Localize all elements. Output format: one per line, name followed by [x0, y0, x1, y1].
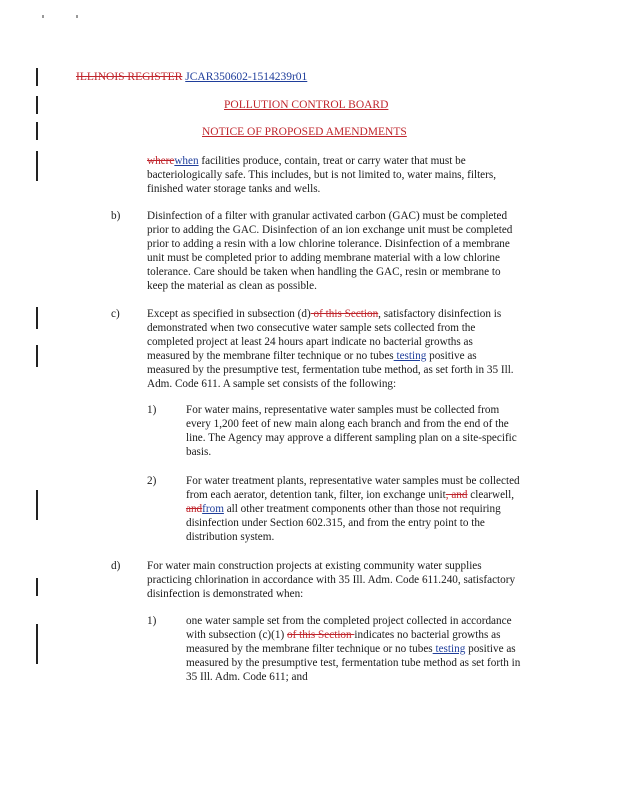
item-c2-text [186, 474, 520, 544]
c1-line: For water mains, representative water samples must be collected from [186, 404, 500, 416]
intro-line: bacteriologically safe. This includes, but is not limited to, water mains, filters, [147, 169, 497, 181]
d-line: practicing chlorination in accordance with 35 Ill. Adm. Code 611.240, satisfactory [147, 574, 516, 586]
c-line: measured by the presumptive test, fermentation tube method, as set forth in 35 Ill. [147, 364, 514, 376]
scan-mark [76, 15, 78, 18]
subsection-d-text [147, 559, 515, 601]
c2-text: clearwell, [467, 489, 515, 501]
intro-inserted: when [174, 155, 199, 167]
item-c1-label: 1) [147, 404, 157, 416]
register-code: JCAR350602-1514239r01 [185, 71, 308, 83]
d1-struck: of this Section [286, 629, 355, 641]
c-text: measured by the membrane filter technique or no tubes [147, 350, 394, 362]
intro-line: finished water storage tanks and wells. [147, 183, 321, 195]
d-line: For water main construction projects at existing community water supplies [147, 560, 482, 572]
c2-line: For water treatment plants, representative water samples must be collected [186, 475, 520, 487]
c-line: demonstrated when two consecutive water sample sets collected from the [147, 322, 476, 334]
c-line: Adm. Code 611. A sample set consists of the following: [147, 378, 397, 390]
c-struck: of this Section [310, 308, 379, 320]
d1-text: measured by the membrane filter technique or no tubes [186, 643, 433, 655]
change-bar [36, 96, 38, 114]
b-line: keep the material as clean as possible. [147, 280, 317, 292]
subsection-c-text [147, 307, 514, 391]
b-line: prior to adding a resin with a low chlorine tolerance. Disinfection of a membrane [147, 238, 510, 250]
change-bar [36, 68, 38, 86]
subsection-b-label: b) [111, 210, 121, 222]
subsection-c-label: c) [111, 308, 120, 320]
b-line: tolerance. Care should be taken when handling the GAC, resin or membrane to [147, 266, 501, 278]
d1-line: measured by the presumptive test, fermentation tube method as set forth in [186, 657, 521, 669]
d1-text: indicates no bacterial growths as [354, 629, 501, 641]
c2-line: disinfection under Section 602.315, and from the entry point to the [186, 517, 485, 529]
item-c2-label: 2) [147, 475, 157, 487]
c1-line: basis. [186, 446, 212, 458]
item-d1-text [186, 614, 520, 684]
c1-line: every 1,200 feet of new main along each branch and from the end of the [186, 418, 509, 430]
c2-struck: and [186, 503, 203, 515]
change-bar [36, 307, 38, 329]
c2-inserted: from [202, 503, 224, 515]
scan-mark [42, 15, 44, 18]
c-line: completed project at least 24 hours apart indicate no bacterial growths as [147, 336, 473, 348]
b-line: prior to adding the GAC. Disinfection of an ion exchange unit must be completed [147, 224, 513, 236]
item-d1-label: 1) [147, 615, 157, 627]
c2-struck: and [448, 489, 468, 501]
subsection-d-label: d) [111, 560, 121, 572]
item-c1-text [186, 403, 517, 459]
c2-text: all other treatment components other than those not requiring [223, 503, 501, 515]
d1-line: one water sample set from the completed project collected in accordance [186, 615, 512, 627]
change-bar [36, 345, 38, 367]
board-title: POLLUTION CONTROL BOARD [224, 99, 389, 111]
c2-struck: , [445, 489, 449, 501]
register-header [76, 71, 307, 83]
notice-title: NOTICE OF PROPOSED AMENDMENTS [202, 126, 407, 138]
register-struck: ILLINOIS REGISTER [76, 71, 183, 83]
change-bar [36, 578, 38, 596]
d1-text: with subsection (c)(1) [186, 629, 287, 641]
d1-inserted: testing [432, 643, 466, 655]
c-text: Except as specified in subsection (d) [147, 308, 311, 320]
change-bar [36, 490, 38, 520]
intro-struck: where [147, 155, 175, 167]
c-inserted: testing [393, 350, 427, 362]
c1-line: line. The Agency may approve a different sampling plan on a site-specific [186, 432, 517, 444]
c2-line: distribution system. [186, 531, 275, 543]
c-text: positive as [426, 350, 477, 362]
c2-text: from each aerator, detention tank, filter, ion exchange unit [186, 489, 446, 501]
intro-paragraph [147, 154, 496, 196]
d1-line: 35 Ill. Adm. Code 611; and [186, 671, 308, 683]
change-bar [36, 624, 38, 664]
d-line: disinfection is demonstrated when: [147, 588, 304, 600]
c-text: , satisfactory disinfection is [378, 308, 502, 320]
b-line: unit must be completed prior to adding membrane material with a low chlorine [147, 252, 500, 264]
b-line: Disinfection of a filter with granular activated carbon (GAC) must be completed [147, 210, 508, 222]
d1-text: positive as [465, 643, 516, 655]
change-bar [36, 122, 38, 140]
subsection-b-text [147, 209, 512, 293]
intro-line: facilities produce, contain, treat or carry water that must be [198, 155, 466, 167]
change-bar [36, 151, 38, 181]
